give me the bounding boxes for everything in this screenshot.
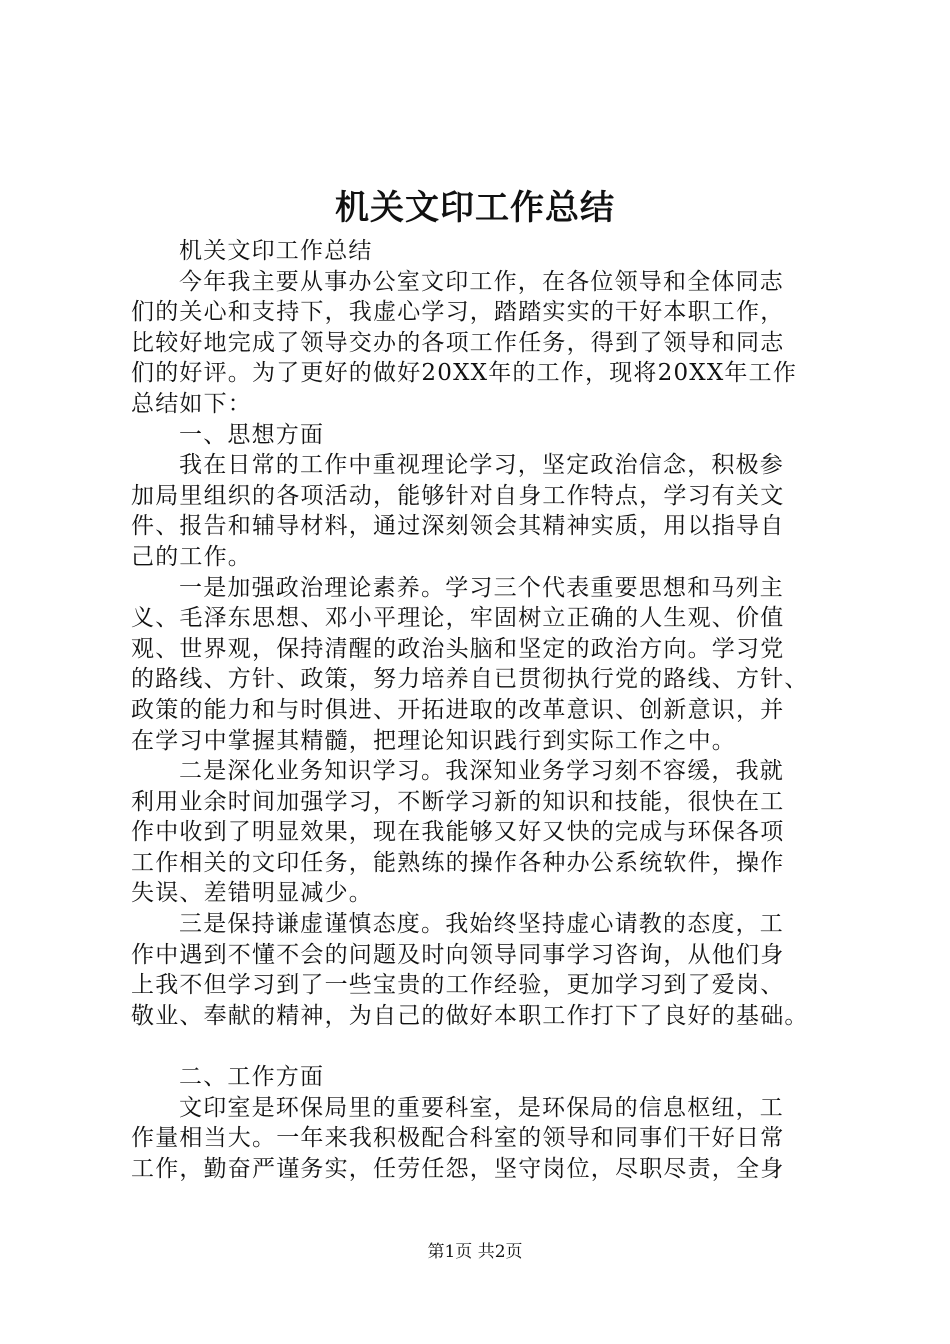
section-heading: 二、工作方面 — [179, 1064, 325, 1091]
paragraph-line: 政策的能力和与时俱进、开拓进取的改革意识、创新意识，并 — [131, 696, 785, 723]
paragraph-line: 上我不但学习到了一些宝贵的工作经验，更加学习到了爱岗、 — [131, 972, 785, 999]
paragraph-line: 一是加强政治理论素养。学习三个代表重要思想和马列主 — [179, 574, 784, 601]
page-footer: 第1页 共2页 — [427, 1242, 523, 1262]
paragraph-line: 加局里组织的各项活动，能够针对自身工作特点，学习有关文 — [131, 482, 785, 509]
paragraph-line: 今年我主要从事办公室文印工作，在各位领导和全体同志 — [179, 268, 784, 295]
paragraph-line: 作量相当大。一年来我积极配合科室的领导和同事们干好日常 — [131, 1125, 785, 1152]
paragraph-line: 我在日常的工作中重视理论学习，坚定政治信念，积极参 — [179, 452, 784, 479]
paragraph-line: 工作相关的文印任务，能熟练的操作各种办公系统软件，操作 — [131, 849, 785, 876]
paragraph-line: 三是保持谦虚谨慎态度。我始终坚持虚心请教的态度，工 — [179, 911, 784, 938]
paragraph-line: 总结如下： — [131, 390, 252, 417]
paragraph-line: 二是深化业务知识学习。我深知业务学习刻不容缓，我就 — [179, 758, 784, 785]
paragraph-line: 在学习中掌握其精髓，把理论知识践行到实际工作之中。 — [131, 727, 736, 754]
document-body — [131, 236, 831, 1184]
paragraph-line: 作中收到了明显效果，现在我能够又好又快的完成与环保各项 — [131, 819, 785, 846]
paragraph-line: 文印室是环保局里的重要科室，是环保局的信息枢纽，工 — [179, 1094, 784, 1121]
paragraph-line: 利用业余时间加强学习，不断学习新的知识和技能，很快在工 — [131, 788, 785, 815]
paragraph-line: 失误、差错明显减少。 — [131, 880, 373, 907]
paragraph-line: 们的好评。为了更好的做好20XX年的工作，现将20XX年工作 — [131, 360, 798, 387]
document-title: 机关文印工作总结 — [335, 188, 615, 228]
paragraph-line: 工作，勤奋严谨务实，任劳任怨，坚守岗位，尽职尽责，全身 — [131, 1155, 785, 1182]
paragraph-line: 的路线、方针、政策，努力培养自已贯彻执行党的路线、方针、 — [131, 666, 809, 693]
paragraph-line: 作中遇到不懂不会的问题及时向领导同事学习咨询，从他们身 — [131, 941, 785, 968]
paragraph-line: 敬业、奉献的精神，为自己的做好本职工作打下了良好的基础。 — [131, 1002, 809, 1029]
paragraph-line: 观、世界观，保持清醒的政治头脑和坚定的政治方向。学习党 — [131, 635, 785, 662]
paragraph-line: 义、毛泽东思想、邓小平理论，牢固树立正确的人生观、价值 — [131, 605, 785, 632]
paragraph-line: 比较好地完成了领导交办的各项工作任务，得到了领导和同志 — [131, 329, 785, 356]
paragraph-line: 们的关心和支持下，我虚心学习，踏踏实实的干好本职工作， — [131, 299, 785, 326]
section-heading: 一、思想方面 — [179, 421, 325, 448]
subtitle-line: 机关文印工作总结 — [179, 238, 373, 264]
paragraph-line: 件、报告和辅导材料，通过深刻领会其精神实质，用以指导自 — [131, 513, 785, 540]
blank-line — [131, 1031, 831, 1062]
paragraph-line: 己的工作。 — [131, 543, 252, 570]
